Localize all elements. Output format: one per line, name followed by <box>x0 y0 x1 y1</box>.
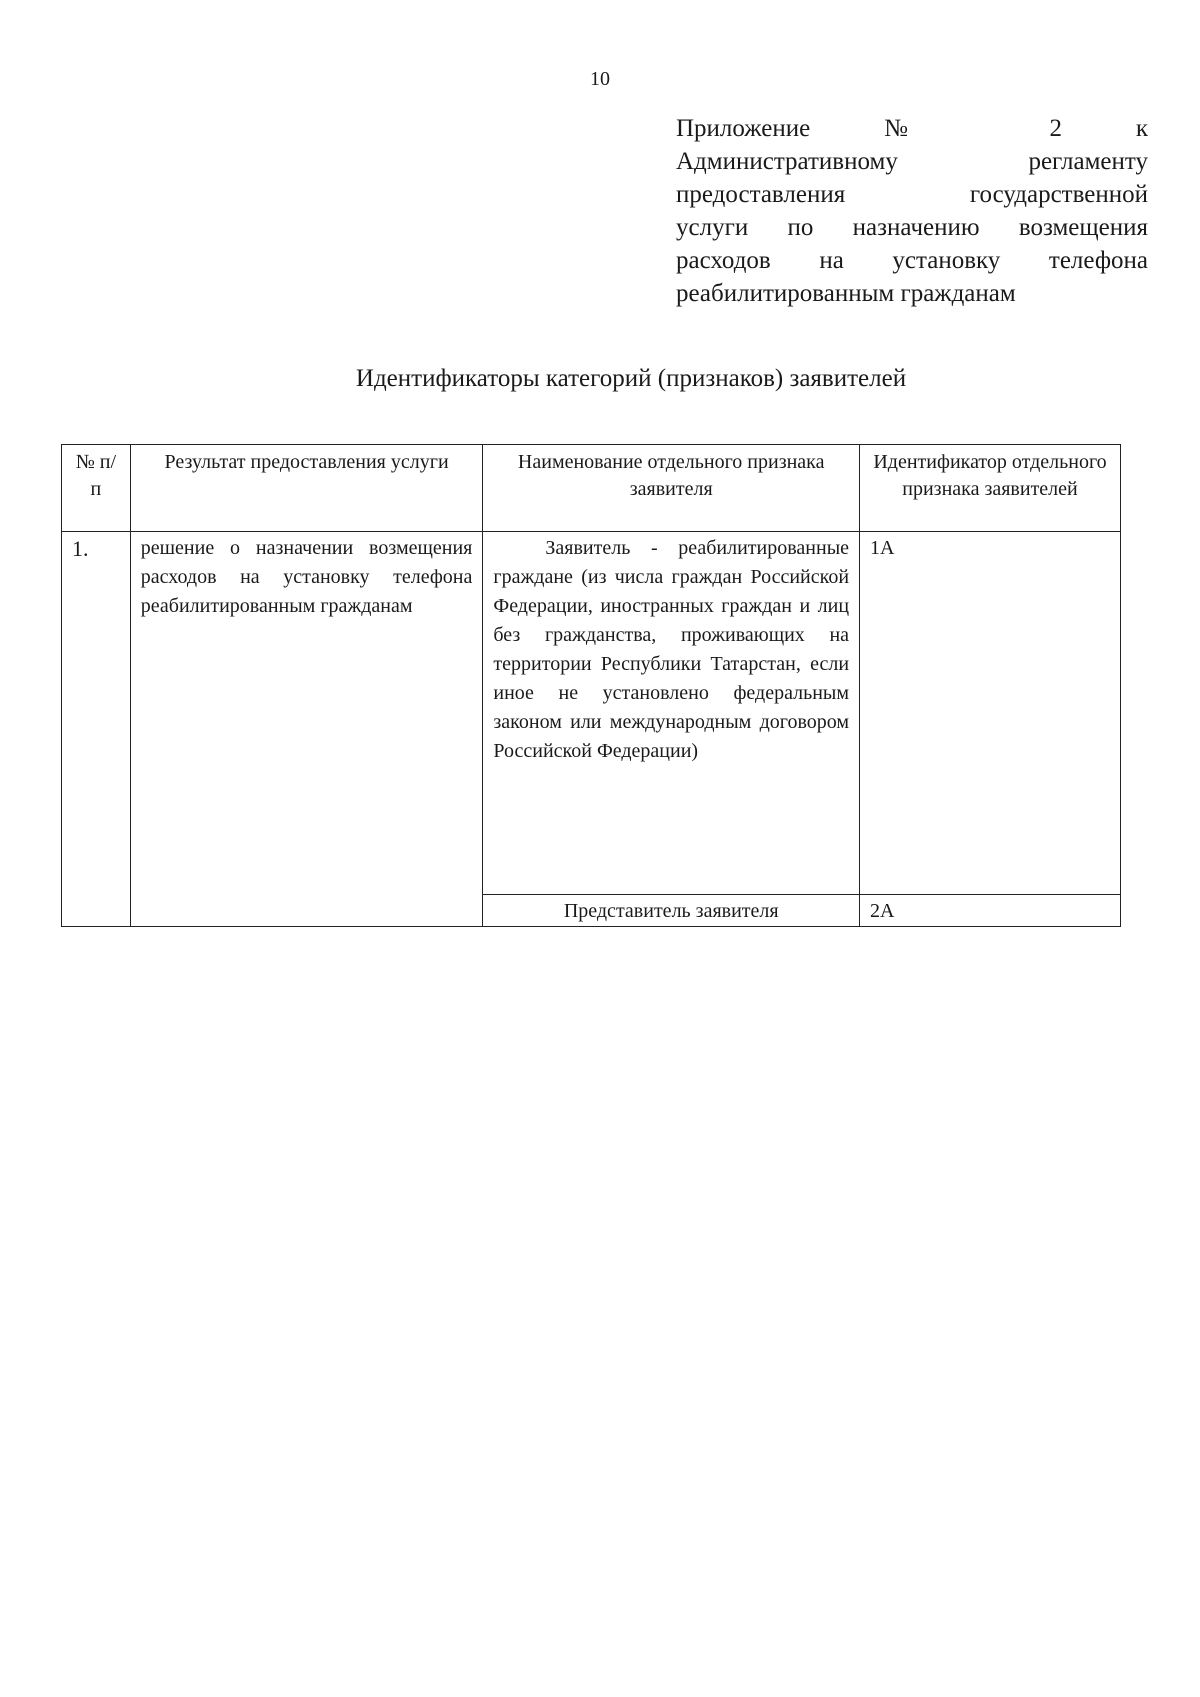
feature-id-applicant: 1А <box>860 532 1121 895</box>
appendix-line: Приложение № 2 к <box>676 115 1148 142</box>
appendix-line: Административному регламенту <box>676 148 1148 175</box>
document-heading: Идентификаторы категорий (признаков) заявителей <box>355 365 907 392</box>
row-number: 1. <box>62 532 131 927</box>
header-identifier: Идентификатор отдельного признака заявителей <box>860 445 1121 532</box>
feature-name-applicant <box>483 532 860 895</box>
header-result: Результат предоставления услуги <box>130 445 483 532</box>
appendix-note <box>676 112 1148 310</box>
header-num: № п/п <box>62 445 131 532</box>
feature-name-representative: Представитель заявителя <box>483 895 860 927</box>
table-header-row <box>62 445 1121 532</box>
appendix-line: предоставления государственной <box>676 181 1148 208</box>
appendix-line: расходов на установку телефона <box>676 247 1148 274</box>
feature-id-representative: 2А <box>860 895 1121 927</box>
page-number: 10 <box>590 68 610 90</box>
identifiers-table <box>61 444 1121 927</box>
table-row <box>62 532 1121 895</box>
appendix-line: реабилитированным гражданам <box>676 280 1016 307</box>
appendix-line: услуги по назначению возмещения <box>676 214 1148 241</box>
row-result: решение о назначении возмещения расходов на установку телефона реабилитированным гражданам <box>130 532 483 927</box>
header-feature-name: Наименование отдельного признака заявителя <box>483 445 860 532</box>
feature-name-applicant-text: Заявитель - реабилитированные граждане (из числа граждан Российской Федерации, иностранных граждан и лиц без гражданства, проживающих на территории Республики Татарстан, если иное не установлено федеральным законом или международным договором Российской Федерации) <box>493 537 850 762</box>
